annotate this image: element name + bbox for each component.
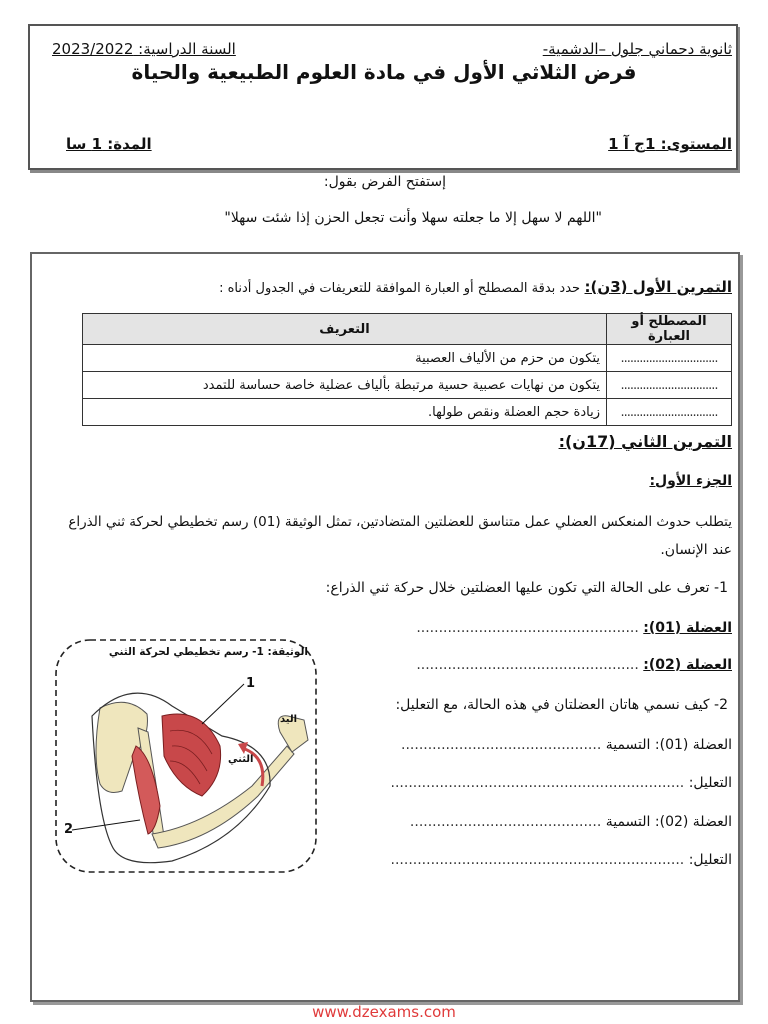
watermark: www.dzexams.com: [312, 1003, 456, 1021]
term-blank[interactable]: ...............................: [607, 372, 732, 399]
muscle1-answer[interactable]: ..................................................: [416, 620, 639, 636]
exercise1-instruction: حدد بدقة المصطلح أو العبارة الموافقة للتعريفات في الجدول أدناه :: [219, 281, 581, 296]
exercise1-heading: [219, 278, 732, 296]
exercise1-title: التمرين الأول (3ن):: [584, 278, 732, 296]
table-header-row: [83, 314, 732, 345]
justification2-answer[interactable]: ..................................................................: [390, 852, 685, 868]
part1-paragraph-line1: يتطلب حدوث المنعكس العضلي عمل متناسق للعضلتين المتضادتين، تمثل الوثيقة (01) رسم تخطيطي لحركة ثني الذراع: [68, 514, 732, 530]
definition-cell: زيادة حجم العضلة ونقص طولها.: [83, 399, 607, 426]
naming2-line: [410, 814, 732, 830]
naming2-label: العضلة (02): التسمية: [605, 814, 732, 830]
term-blank[interactable]: ...............................: [607, 345, 732, 372]
muscle1-line: [416, 620, 732, 636]
naming2-answer[interactable]: ...........................................: [409, 814, 602, 830]
justification1-answer[interactable]: ..................................................................: [390, 775, 685, 791]
table-row: [83, 372, 732, 399]
figure-label-1: 1: [246, 676, 256, 691]
figure-label-2: 2: [64, 822, 74, 837]
question-2: 2- كيف نسمي هاتان العضلتان في هذه الحالة، مع التعليل:: [395, 697, 728, 713]
figure-caption: الوثيقة: 1- رسم تخطيطي لحركة الثني: [108, 646, 308, 658]
level: المستوى: 1ج آ 1: [608, 135, 732, 153]
justification1-line: [391, 775, 732, 791]
school-year: السنة الدراسية: 2023/2022: [52, 40, 236, 58]
opening-intro: إستفتح الفرض بقول:: [323, 174, 446, 190]
part1-title: الجزء الأول:: [649, 473, 732, 489]
muscle2-label: العضلة (02):: [643, 657, 732, 673]
duration: المدة: 1 سا: [66, 135, 152, 153]
definitions-table: [82, 313, 732, 426]
term-blank[interactable]: ...............................: [607, 399, 732, 426]
muscle2-line: [416, 657, 732, 673]
col-term-header: المصطلح أو العبارة: [607, 314, 732, 345]
table-row: [83, 399, 732, 426]
justification2-line: [391, 852, 732, 868]
arm-flexion-figure: [52, 636, 320, 876]
definition-cell: يتكون من نهايات عصبية حسية مرتبطة بألياف عضلية خاصة حساسة للتمدد: [83, 372, 607, 399]
exercise2-title: التمرين الثاني (17ن):: [558, 432, 732, 451]
table-row: [83, 345, 732, 372]
opening-prayer: "اللهم لا سهل إلا ما جعلته سهلا وأنت تجعل الحزن إذا شئت سهلا": [224, 210, 602, 226]
flexion-arrowhead: [238, 742, 248, 754]
naming1-answer[interactable]: .............................................: [401, 737, 602, 753]
col-def-header: التعريف: [83, 314, 607, 345]
muscle1-label: العضلة (01):: [643, 620, 732, 636]
definition-cell: يتكون من حزم من الألياف العصبية: [83, 345, 607, 372]
figure-label-hand: اليد: [280, 714, 298, 725]
figure-label-flexion: الثني: [228, 754, 254, 765]
biceps-muscle: [162, 714, 221, 796]
school-name: ثانوية دحماني جلول –الدشمية-: [542, 40, 732, 58]
part1-paragraph-line2: عند الإنسان.: [660, 542, 732, 558]
muscle2-answer[interactable]: ..................................................: [416, 657, 639, 673]
naming1-line: [401, 737, 732, 753]
justification2-label: التعليل:: [688, 852, 732, 868]
naming1-label: العضلة (01): التسمية: [605, 737, 732, 753]
question-1: 1- تعرف على الحالة التي تكون عليها العضلتين خلال حركة ثني الذراع:: [325, 580, 728, 596]
justification1-label: التعليل:: [688, 775, 732, 791]
page-title: فرض الثلاثي الأول في مادة العلوم الطبيعية والحياة: [131, 60, 637, 84]
